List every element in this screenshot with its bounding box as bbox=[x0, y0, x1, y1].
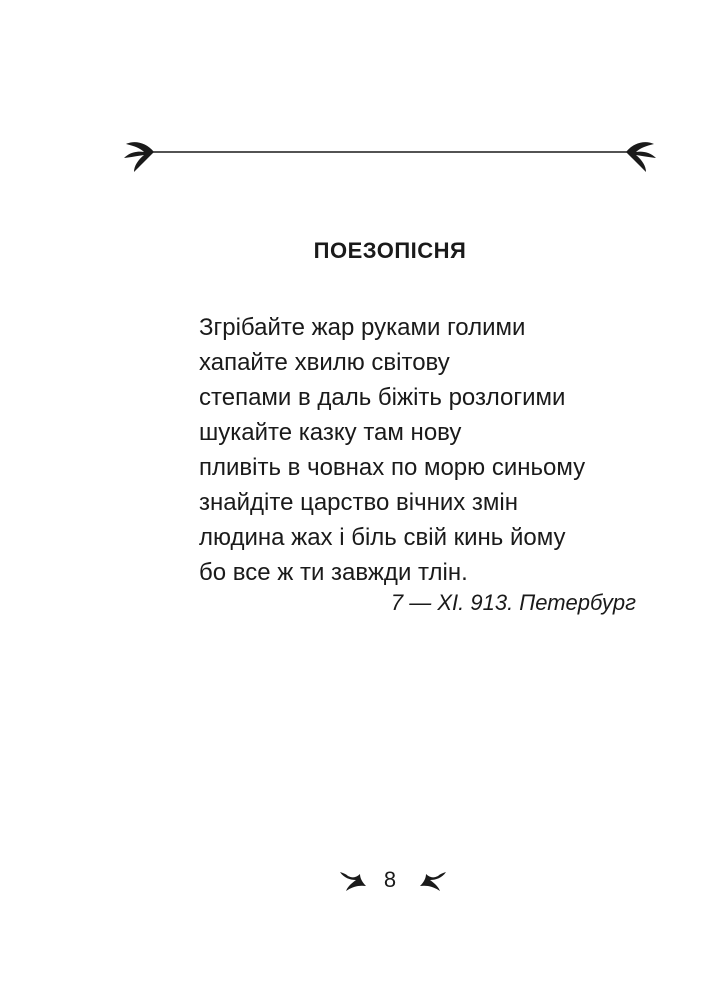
poem-title: ПОЕЗОПІСНЯ bbox=[313, 238, 467, 263]
poem-line-6: знайдіте царство вічних змін bbox=[199, 489, 519, 516]
poem-date-signature: 7 — XI. 913. Петербург bbox=[390, 590, 636, 615]
header-ornamental-rule bbox=[118, 136, 662, 176]
poem-body bbox=[199, 310, 669, 590]
leaf-ornament-right-icon bbox=[626, 142, 656, 172]
leaf-ornament-left-icon bbox=[124, 142, 154, 172]
poem-line-4: шукайте казку там нову bbox=[199, 419, 462, 446]
poem-line-7: людина жах і біль свій кинь йому bbox=[199, 524, 566, 551]
poem-line-3: степами в даль біжіть розлогими bbox=[199, 384, 566, 411]
poem-line-2: хапайте хвилю світову bbox=[199, 349, 450, 376]
poem-line-8: бо все ж ти завжди тлін. bbox=[199, 559, 468, 586]
page-number: 8 bbox=[383, 867, 397, 892]
poem-line-1: Згрібайте жар руками голими bbox=[199, 314, 526, 341]
poem-line-5: пливіть в човнах по морю синьому bbox=[199, 454, 586, 481]
swallow-ornament-right-icon bbox=[418, 866, 448, 894]
page-footer bbox=[0, 862, 728, 898]
